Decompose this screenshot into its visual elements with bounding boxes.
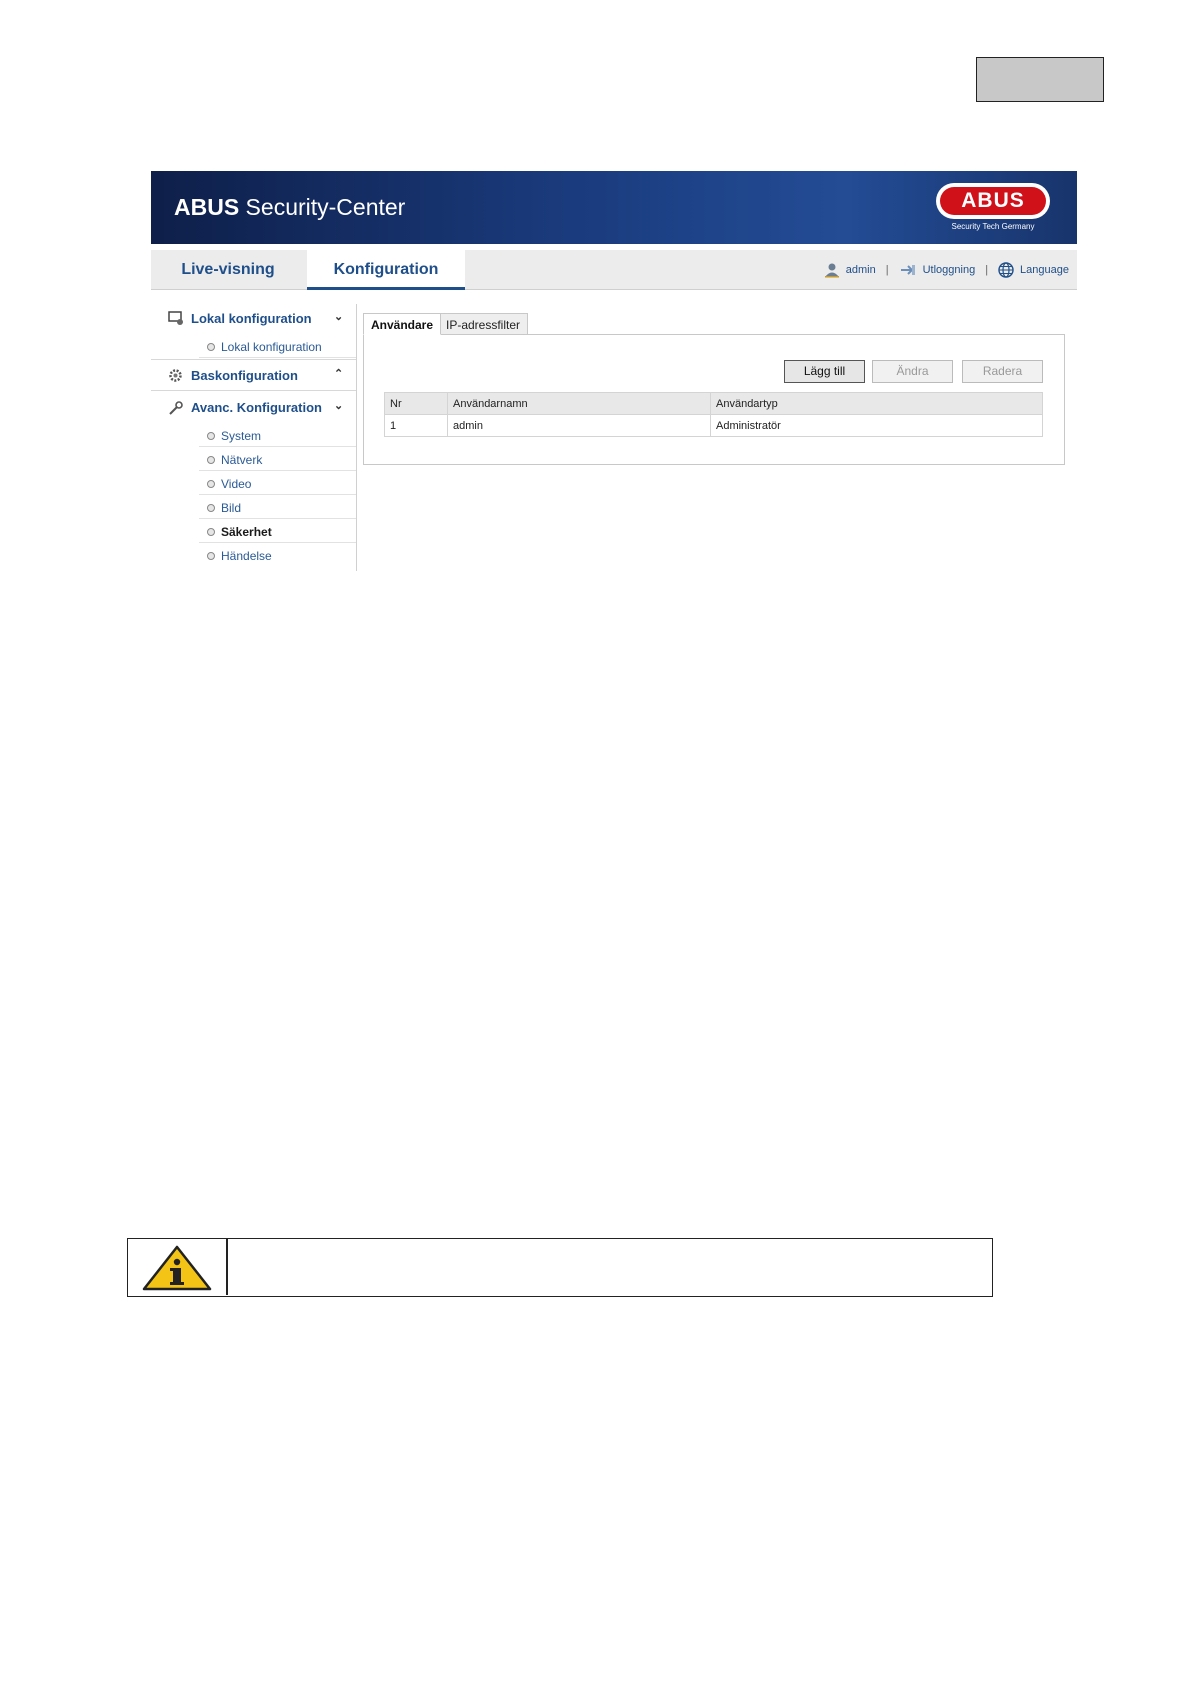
abus-logo: ABUS Security Tech Germany (928, 183, 1058, 235)
chevron-down-icon: ⌄ (334, 400, 344, 412)
bullet-icon (207, 504, 215, 512)
tab-live-view[interactable]: Live-visning (181, 261, 275, 278)
logout-icon (899, 263, 917, 277)
bullet-icon (207, 456, 215, 464)
header-banner (151, 171, 1077, 244)
add-user-button[interactable]: Lägg till (784, 360, 865, 383)
sidebar-section-basic-config[interactable]: Baskonfiguration ⌃ (151, 361, 356, 389)
logout-link[interactable]: Utloggning (922, 264, 976, 276)
info-box (127, 1238, 993, 1297)
tab-ip-filter[interactable]: IP-adressfilter (438, 313, 528, 335)
app-title: ABUS Security-Center (174, 194, 406, 220)
table-cell: 1 (385, 415, 448, 437)
column-header: Användartyp (711, 393, 1043, 415)
column-header: Nr (385, 393, 448, 415)
bullet-icon (207, 343, 215, 351)
globe-icon (998, 262, 1014, 278)
sidebar-item-network[interactable]: Nätverk (199, 448, 356, 471)
table-row[interactable] (385, 415, 1043, 437)
bullet-icon (207, 528, 215, 536)
sidebar-item-local-config[interactable]: Lokal konfiguration (199, 335, 356, 358)
page-number-box (976, 57, 1104, 102)
sidebar-section-advanced-config[interactable]: Avanc. Konfiguration ⌄ (151, 393, 356, 421)
separator: | (985, 264, 989, 276)
tab-users[interactable]: Användare (363, 313, 441, 335)
table-cell: Administratör (711, 415, 1043, 437)
user-icon (824, 262, 840, 278)
chevron-up-icon: ⌃ (334, 368, 344, 380)
user-link[interactable]: admin (845, 264, 876, 276)
table-header-row (385, 393, 1043, 415)
users-table (384, 392, 1043, 437)
gear-icon (168, 368, 183, 383)
bullet-icon (207, 480, 215, 488)
edit-user-button[interactable]: Ändra (872, 360, 953, 383)
monitor-gear-icon (168, 311, 184, 326)
sidebar-item-video[interactable]: Video (199, 472, 356, 495)
language-link[interactable]: Language (1020, 264, 1069, 276)
wrench-icon (168, 400, 184, 416)
delete-user-button[interactable]: Radera (962, 360, 1043, 383)
bullet-icon (207, 552, 215, 560)
users-panel (363, 334, 1065, 465)
top-nav (151, 250, 1077, 290)
sidebar (151, 304, 357, 571)
sidebar-item-security[interactable]: Säkerhet (199, 520, 356, 543)
chevron-down-icon: ⌄ (334, 311, 344, 323)
app-screenshot (151, 171, 1077, 571)
bullet-icon (207, 432, 215, 440)
column-header: Användarnamn (448, 393, 711, 415)
separator: | (885, 264, 889, 276)
sidebar-item-system[interactable]: System (199, 424, 356, 447)
info-warning-icon (138, 1245, 216, 1291)
sidebar-item-event[interactable]: Händelse (199, 544, 356, 567)
sidebar-item-image[interactable]: Bild (199, 496, 356, 519)
table-cell: admin (448, 415, 711, 437)
sidebar-section-local-config[interactable]: Lokal konfiguration ⌄ (151, 304, 356, 332)
tab-configuration[interactable]: Konfiguration (307, 250, 465, 290)
